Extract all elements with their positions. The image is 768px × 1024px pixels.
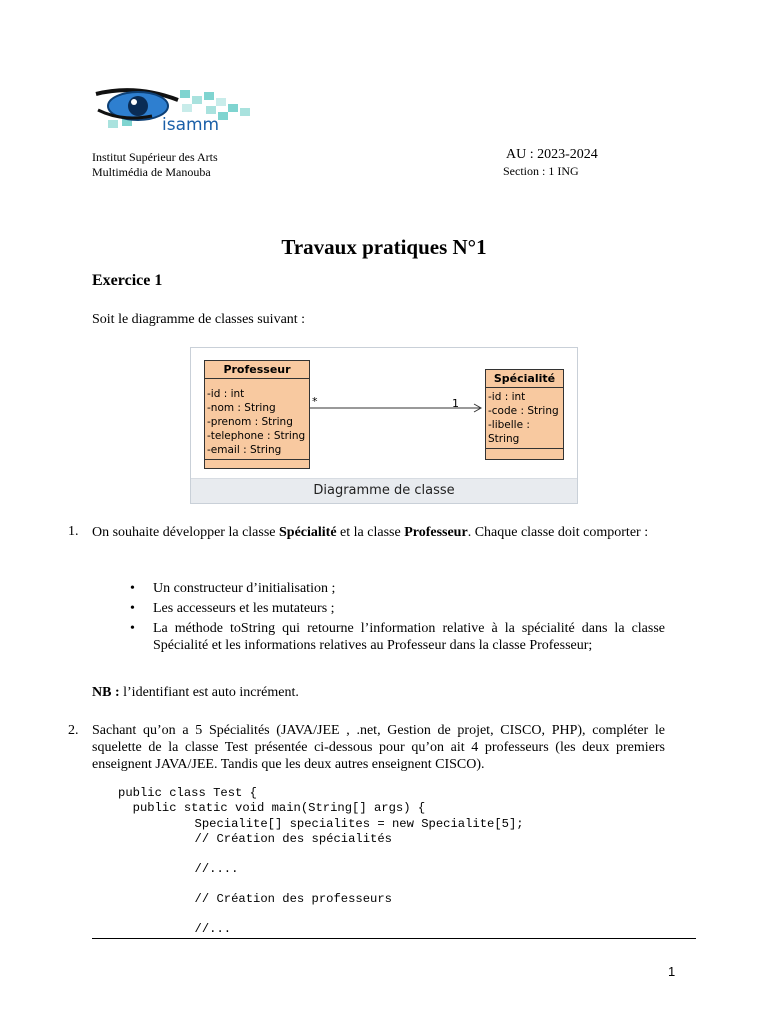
uml-class-name: Spécialité — [486, 370, 563, 388]
logo-text: isamm — [162, 115, 220, 134]
code-line: // Création des spécialités — [136, 832, 392, 846]
multiplicity-left: * — [312, 395, 318, 408]
isamm-logo — [92, 82, 254, 134]
uml-attributes — [486, 388, 563, 449]
q1-bold-specialite: Spécialité — [279, 525, 337, 540]
uml-attribute: -code : String — [488, 405, 559, 417]
intro-text: Soit le diagramme de classes suivant : — [92, 312, 306, 327]
bullet-icon: • — [130, 601, 135, 616]
class-diagram — [190, 347, 578, 504]
uml-attribute: -nom : String — [207, 402, 276, 414]
uml-attribute: -id : int — [488, 391, 526, 403]
uml-operations — [486, 449, 563, 459]
institute-name — [92, 150, 218, 180]
note-text: l’identifiant est auto incrément. — [119, 685, 299, 700]
q1-text: . Chaque classe doit comporter : — [467, 525, 649, 540]
q1-text: et la classe — [336, 525, 405, 540]
bullet-item: La méthode toString qui retourne l’information relative à la spécialité dans la classe Spécialité et les informations relatives au Professeur dans la classe Professeur; — [153, 621, 665, 653]
note — [92, 685, 299, 701]
bullet-item: Les accesseurs et les mutateurs ; — [153, 601, 335, 616]
code-line: //... — [136, 922, 232, 936]
uml-attribute: -email : String — [207, 444, 282, 456]
uml-class-professeur — [204, 360, 310, 469]
association-arrow — [308, 400, 486, 414]
uml-class-name: Professeur — [205, 361, 309, 379]
question-number: 2. — [68, 723, 79, 738]
multiplicity-right: 1 — [452, 397, 459, 410]
bullet-icon: • — [130, 621, 135, 636]
code-line: public class Test { — [118, 786, 257, 800]
diagram-caption: Diagramme de classe — [191, 478, 577, 503]
page-number: 1 — [668, 964, 676, 979]
bullet-icon: • — [130, 581, 135, 596]
code-line: Specialite[] specialites = new Specialite[5]; — [136, 817, 524, 831]
page-title: Travaux pratiques N°1 — [281, 235, 487, 259]
code-line: // Création des professeurs — [136, 892, 392, 906]
uml-attribute: -prenom : String — [207, 416, 293, 428]
academic-year: AU : 2023-2024 — [506, 147, 598, 162]
uml-attributes — [205, 379, 309, 460]
uml-class-specialite — [485, 369, 564, 460]
uml-attribute: -id : int — [207, 388, 245, 400]
q1-text: On souhaite développer la classe — [92, 525, 279, 540]
uml-attribute: -libelle : String — [488, 419, 530, 445]
institute-line-2: Multimédia de Manouba — [92, 165, 211, 179]
note-label: NB : — [92, 685, 120, 700]
institute-line-1: Institut Supérieur des Arts — [92, 150, 218, 164]
q1-bold-professeur: Professeur — [404, 525, 468, 540]
uml-operations — [205, 460, 309, 468]
exercise-heading: Exercice 1 — [92, 272, 163, 289]
question-number: 1. — [68, 524, 79, 539]
code-line: //.... — [136, 862, 239, 876]
footer-rule — [92, 938, 696, 939]
bullet-item: Un constructeur d’initialisation ; — [153, 581, 336, 596]
question-1-text — [92, 523, 665, 543]
code-line: public static void main(String[] args) { — [118, 801, 426, 815]
section: Section : 1 ING — [503, 164, 579, 178]
question-2-text: Sachant qu’on a 5 Spécialités (JAVA/JEE , .net, Gestion de projet, CISCO, PHP), compléter le squelette de la classe Test présentée ci-dessous pour qu’on ait 4 professeurs (les deux premiers enseignent JAVA/JEE. Tandis que les deux autres enseignent CISCO). — [92, 723, 665, 772]
uml-attribute: -telephone : String — [207, 430, 306, 442]
